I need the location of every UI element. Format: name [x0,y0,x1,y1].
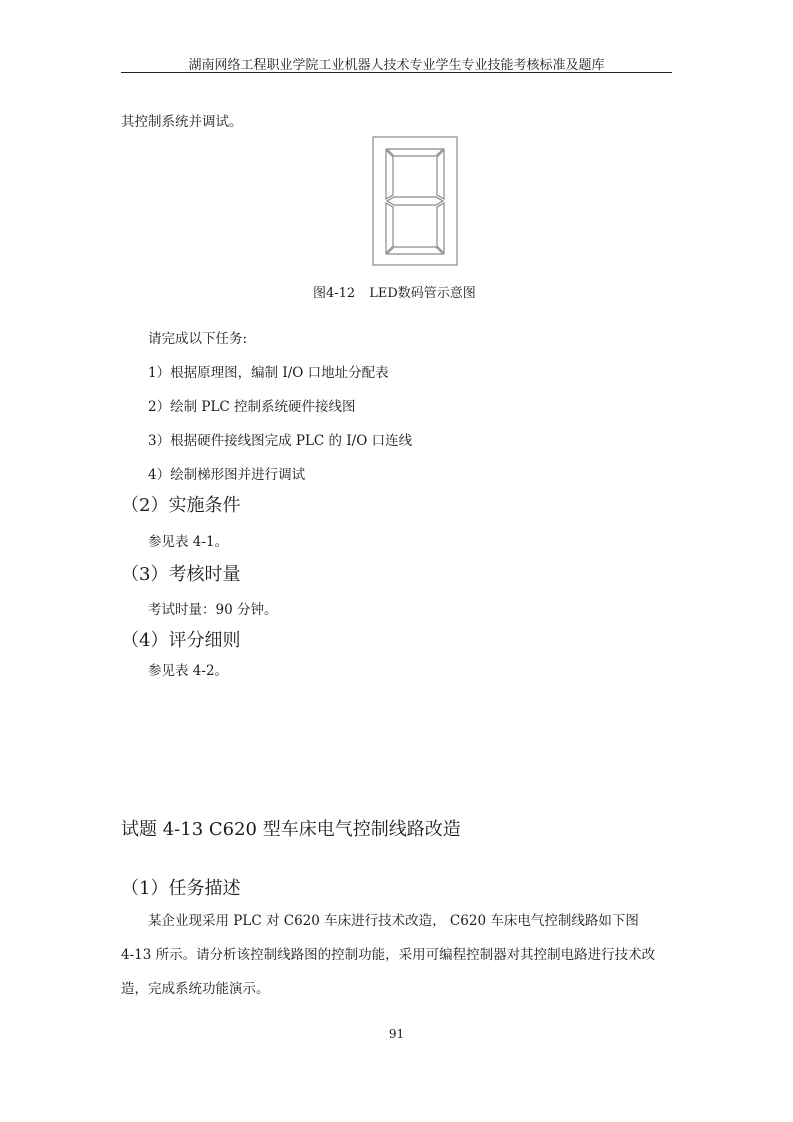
problem-title: 试题 4-13 C620 型车床电气控制线路改造 [121,819,461,840]
figure-title: LED数码管示意图 [369,286,476,301]
section-text: 参见表 4-1。 [148,534,229,550]
intro-text: 其控制系统并调试。 [121,114,243,130]
segment-g [387,197,443,205]
task-item: 1）根据原理图，编制 I/O 口地址分配表 [148,365,389,381]
paragraph-line: 造，完成系统功能演示。 [121,981,270,997]
seven-segment-display-figure [372,136,458,266]
segment-a [387,149,443,156]
section-heading: （2）实施条件 [121,495,241,516]
task-item: 3）根据硬件接线图完成 PLC 的 I/O 口连线 [148,433,413,449]
segment-c [437,203,444,253]
figure-caption [313,282,476,301]
task-item: 2）绘制 PLC 控制系统硬件接线图 [148,399,356,415]
paragraph-line: 某企业现采用 PLC 对 C620 车床进行技术改造， C620 车床电气控制线路如下图 [148,913,639,929]
task-item: 4）绘制梯形图并进行调试 [148,467,306,483]
section-text: 考试时量：90 分钟。 [148,602,278,618]
section-heading: （4）评分细则 [121,630,241,651]
page-number: 91 [388,1027,405,1041]
segment-b [437,150,444,199]
section-text: 参见表 4-2。 [148,663,229,679]
segment-e [386,203,393,253]
task-description-heading: （1）任务描述 [121,878,241,899]
section-heading: （3）考核时量 [121,564,241,585]
page-header: 湖南网络工程职业学院工业机器人技术专业学生专业技能考核标准及题库 [188,58,605,73]
header-divider [121,72,672,73]
segment-d [387,247,443,254]
paragraph-line: 4-13 所示。请分析该控制线路图的控制功能，采用可编程控制器对其控制电路进行技术改 [121,947,656,963]
tasks-lead: 请完成以下任务: [148,331,248,347]
segment-f [386,150,393,199]
figure-number: 图4-12 [313,286,356,301]
